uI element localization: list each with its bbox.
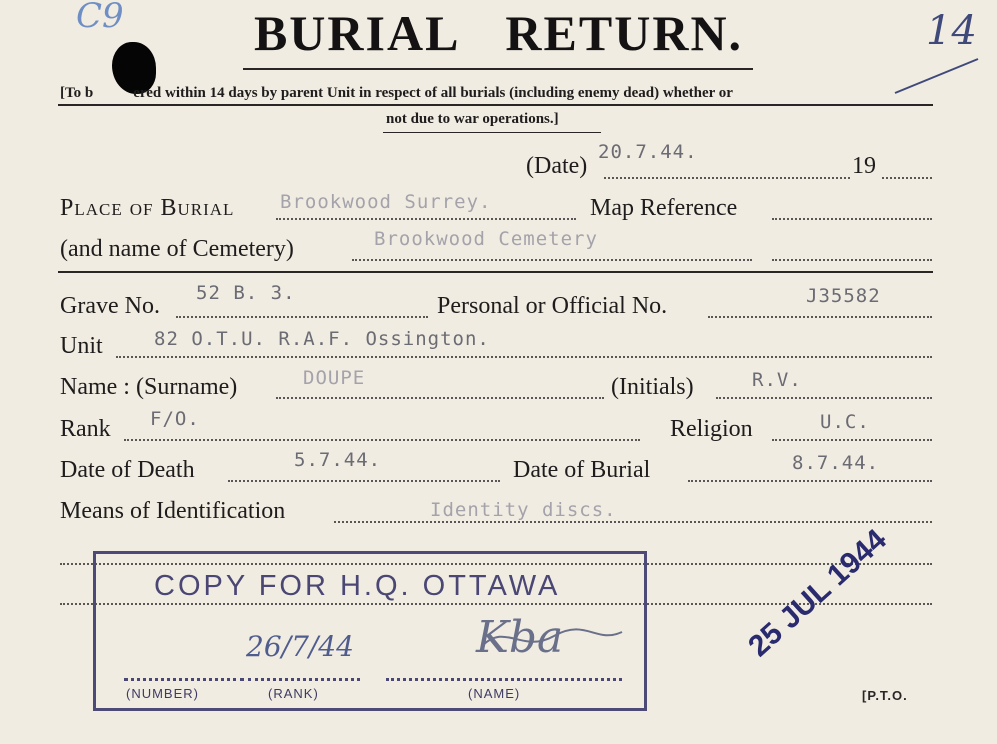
stamp-name-label: (NAME) — [468, 686, 521, 701]
cemetery-dots-right — [772, 259, 932, 261]
grave-no-label: Grave No. — [60, 293, 160, 319]
name-dots — [386, 678, 622, 681]
date-of-death-label: Date of Death — [60, 457, 195, 483]
date-value: 20.7.44. — [598, 141, 698, 163]
religion-value: U.C. — [820, 411, 870, 433]
surname-dots — [276, 397, 604, 399]
year-label: 19 — [852, 153, 876, 179]
map-reference-dots — [772, 218, 932, 220]
date-label: (Date) — [526, 153, 588, 179]
unit-label: Unit — [60, 333, 103, 359]
map-reference-label: Map Reference — [590, 195, 738, 221]
please-turn-over: [P.T.O. — [862, 688, 908, 703]
grave-no-dots — [176, 316, 428, 318]
instruction-rule — [58, 104, 933, 106]
form-title — [0, 4, 997, 62]
personal-no-value: J35582 — [806, 285, 881, 307]
means-of-identification-value: Identity discs. — [430, 499, 617, 521]
unit-dots — [116, 356, 932, 358]
date-of-death-value: 5.7.44. — [294, 449, 382, 471]
cemetery-label: (and name of Cemetery) — [60, 236, 294, 262]
received-date-stamp: 25 JUL 1944 — [742, 523, 893, 664]
initials-value: R.V. — [752, 369, 802, 391]
personal-no-label: Personal or Official No. — [437, 293, 668, 319]
instruction-line-2: not due to war operations.] — [386, 111, 559, 127]
corner-mark-right: 14 — [926, 8, 977, 54]
instruction-line-1: [To b ered within 14 days by parent Unit in respect of all burials (including enemy dead) whether or — [60, 85, 733, 101]
personal-no-dots — [708, 316, 932, 318]
grave-no-value: 52 B. 3. — [196, 282, 296, 304]
instruction-underline — [383, 132, 601, 133]
place-dots — [276, 218, 576, 220]
date-of-burial-label: Date of Burial — [513, 457, 651, 483]
date-dots — [604, 177, 850, 179]
title-word-return: RETURN. — [505, 5, 744, 61]
religion-dots — [772, 439, 932, 441]
stamp-number-label: (NUMBER) — [126, 686, 199, 701]
date-of-death-dots — [228, 480, 500, 482]
rank-label: Rank — [60, 416, 111, 442]
religion-label: Religion — [670, 416, 753, 442]
date-of-burial-value: 8.7.44. — [792, 452, 880, 474]
surname-value: DOUPE — [303, 367, 366, 389]
section-divider — [58, 271, 933, 273]
cemetery-dots — [352, 259, 752, 261]
title-underline — [243, 68, 753, 70]
handwritten-signature: Kba — [476, 612, 564, 663]
identification-dots — [334, 521, 932, 523]
means-of-identification-label: Means of Identification — [60, 498, 286, 524]
rank-dots-stamp — [248, 678, 360, 681]
unit-value: 82 O.T.U. R.A.F. Ossington. — [154, 328, 490, 350]
initials-label: (Initials) — [611, 374, 694, 400]
handwritten-date: 26/7/44 — [246, 630, 354, 663]
number-dots — [124, 678, 244, 681]
year-dots — [882, 177, 932, 179]
title-word-burial: BURIAL — [253, 5, 461, 61]
signature-flourish — [476, 614, 626, 664]
surname-label: Name : (Surname) — [60, 374, 238, 400]
rank-dots — [124, 439, 640, 441]
initials-dots — [716, 397, 932, 399]
stamp-title: COPY FOR H.Q. OTTAWA — [154, 570, 561, 602]
corner-mark-left: C9 — [76, 0, 124, 36]
rank-value: F/O. — [150, 408, 200, 430]
copy-for-hq-stamp — [93, 551, 647, 711]
stamp-rank-label: (RANK) — [268, 686, 319, 701]
date-of-burial-dots — [688, 480, 932, 482]
place-of-burial-value: Brookwood Surrey. — [280, 191, 492, 213]
cemetery-value: Brookwood Cemetery — [374, 228, 598, 250]
place-of-burial-label: Place of Burial — [60, 195, 235, 221]
